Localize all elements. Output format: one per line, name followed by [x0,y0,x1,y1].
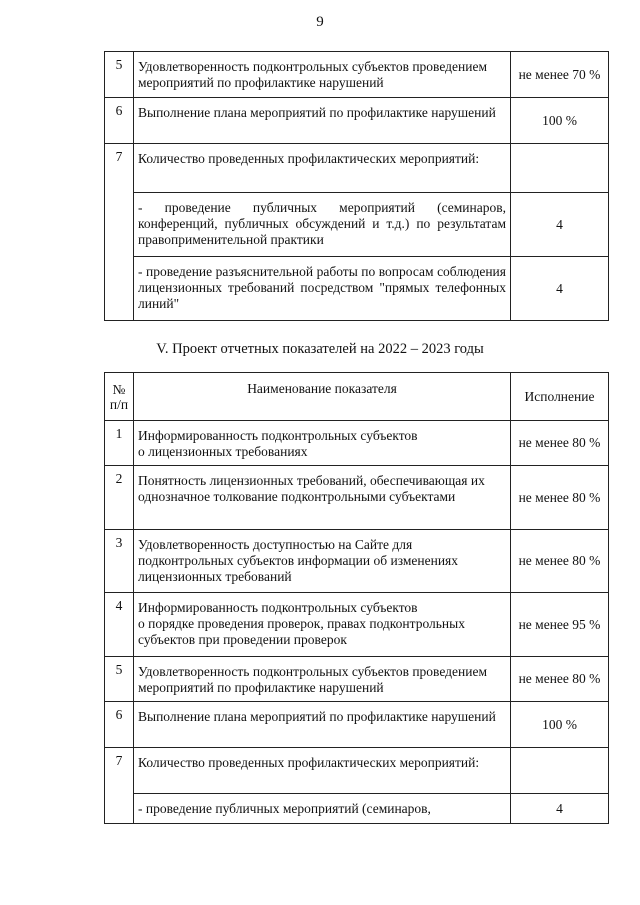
indicator-value: не менее 80 % [511,657,609,702]
row-number: 3 [105,530,134,593]
table-row [105,593,609,657]
indicator-value: не менее 80 % [511,421,609,466]
column-header-value: Исполнение [511,373,609,421]
indicator-value: не менее 80 % [511,530,609,593]
table-row [105,257,609,321]
indicator-name: Количество проведенных профилактических мероприятий: [134,748,511,794]
table-row [105,98,609,144]
indicator-subitem: - проведение разъяснительной работы по вопросам соблюдения лицензионных требований посредством "прямых телефонных линий" [134,257,511,321]
indicator-value: не менее 95 % [511,593,609,657]
table-row [105,421,609,466]
column-header-number [105,373,134,421]
indicator-name [134,421,511,466]
column-header-number-line2: п/п [109,396,129,412]
row-number: 5 [105,52,134,98]
table-row [105,748,609,794]
indicator-name: Удовлетворенность подконтрольных субъектов проведением мероприятий по профилактике нарушений [134,52,511,98]
indicator-name-line1: Информированность подконтрольных субъектов [138,428,418,443]
row-number: 5 [105,657,134,702]
indicator-name [134,593,511,657]
indicator-name: Удовлетворенность доступностью на Сайте для подконтрольных субъектов информации об изменениях лицензионных требований [134,530,511,593]
table-row [105,657,609,702]
row-number: 2 [105,466,134,530]
table-row [105,794,609,824]
indicator-value: не менее 70 % [511,52,609,98]
indicator-name-line1: Информированность подконтрольных субъектов [138,600,418,615]
indicator-value: не менее 80 % [511,466,609,530]
row-number: 1 [105,421,134,466]
indicator-value: 4 [511,193,609,257]
row-number: 4 [105,593,134,657]
table-row [105,530,609,593]
indicator-name: Выполнение плана мероприятий по профилактике нарушений [134,702,511,748]
table-row [105,466,609,530]
row-number: 7 [105,748,134,824]
indicator-subitem: - проведение публичных мероприятий (семинаров, конференций, публичных обсуждений и т.д.) по результатам правоприменительной практики [134,193,511,257]
row-number: 6 [105,98,134,144]
indicators-table-continued [104,51,609,321]
indicator-name: Понятность лицензионных требований, обеспечивающая их однозначное толкование подконтрольными субъектами [134,466,511,530]
indicator-name: Выполнение плана мероприятий по профилактике нарушений [134,98,511,144]
indicator-value: 100 % [511,98,609,144]
row-number: 6 [105,702,134,748]
page-number: 9 [316,14,324,30]
table-row [105,702,609,748]
table-row [105,193,609,257]
indicators-table-2022-2023 [104,372,609,824]
indicator-value [511,748,609,794]
row-number: 7 [105,144,134,321]
table-row [105,52,609,98]
indicator-value: 4 [511,794,609,824]
column-header-name: Наименование показателя [134,373,511,421]
indicator-value: 4 [511,257,609,321]
indicator-name: Удовлетворенность подконтрольных субъектов проведением мероприятий по профилактике нарушений [134,657,511,702]
indicator-name-line2: о лицензионных требованиях [138,444,308,459]
table-row [105,144,609,193]
column-header-number-line1: № [112,381,126,397]
indicator-value: 100 % [511,702,609,748]
table-header-row [105,373,609,421]
indicator-subitem: - проведение публичных мероприятий (семинаров, [134,794,511,824]
indicator-name: Количество проведенных профилактических мероприятий: [134,144,511,193]
indicator-value [511,144,609,193]
indicator-name-line2: о порядке проведения проверок, правах подконтрольных субъектов при проведении проверок [138,616,465,647]
section-title: V. Проект отчетных показателей на 2022 – 2023 годы [156,341,484,357]
